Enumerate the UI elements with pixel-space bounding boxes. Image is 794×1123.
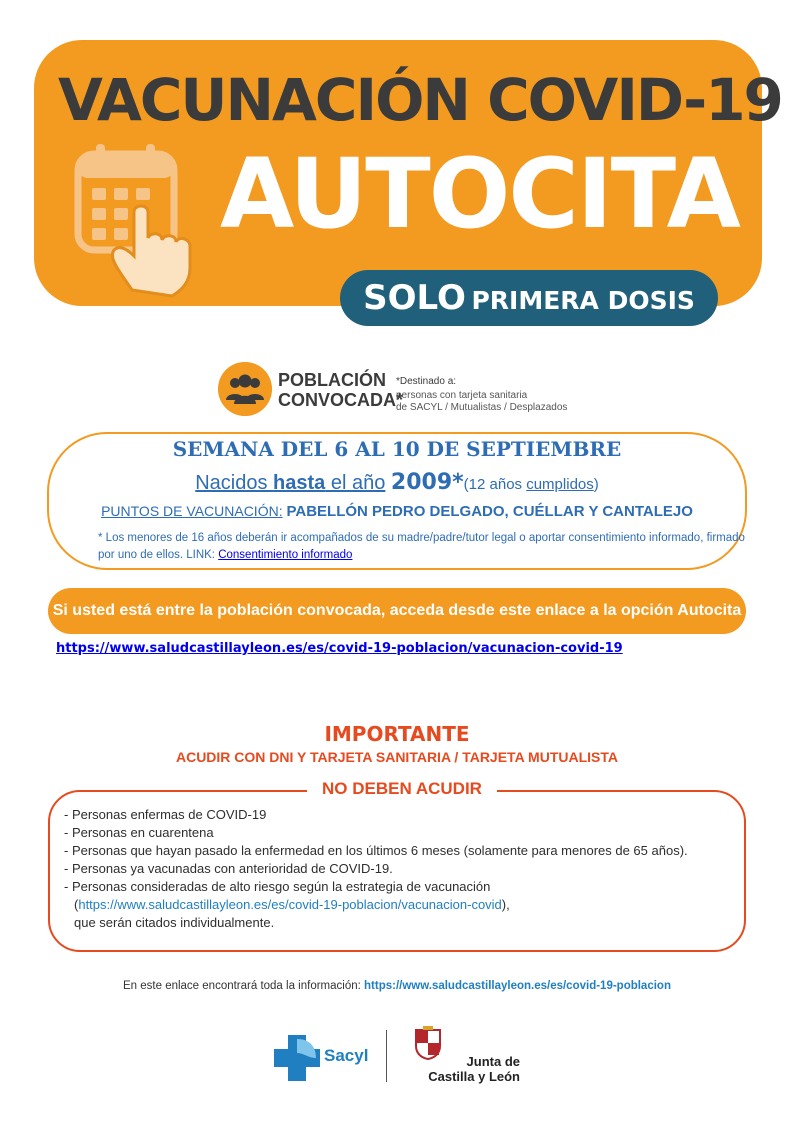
info-bar-text: Si usted está entre la población convocada, acceda desde este enlace a la opción Autocita [52, 602, 742, 619]
risk-link[interactable]: https://www.saludcastillayleon.es/es/covid-19-poblacion/vacunacion-covid [78, 897, 502, 912]
risk-cont: que serán citados individualmente. [74, 915, 275, 930]
dose-strong: SOLO [363, 278, 466, 318]
points-label: PUNTOS DE VACUNACIÓN: [101, 503, 283, 519]
population-label-line1: POBLACIÓN [278, 370, 386, 390]
minor-note-text: * Los menores de 16 años deberán ir acompañados de su madre/padre/tutor legal o aportar consentimiento informado, firmado por uno de ellos. LINK: [98, 532, 745, 561]
week-title: SEMANA DEL 6 AL 10 DE SEPTIEMBRE [172, 437, 622, 461]
born-prefix-b: hasta [273, 472, 326, 494]
risk-link-line: (https://www.saludcastillayleon.es/es/covid-19-poblacion/vacunacion-covid), [74, 897, 510, 912]
born-prefix-a: Nacidos [195, 472, 274, 494]
born-note-u: cumplidos [526, 476, 594, 493]
dose-rest: PRIMERA DOSIS [471, 286, 695, 315]
list-item: - Personas que hayan pasado la enfermedad en los últimos 6 meses (solamente para menores de 65 años). [64, 843, 688, 858]
destined-line1: personas con tarjeta sanitaria [396, 390, 528, 401]
born-line [47, 470, 747, 495]
born-prefix-c: el año [325, 472, 386, 494]
list-item: - Personas en cuarentena [64, 825, 214, 840]
consent-link[interactable]: Consentimiento informado [218, 549, 353, 561]
no-attend-label: NO DEBEN ACUDIR [322, 779, 482, 798]
no-attend-list [64, 806, 744, 932]
destined-text [396, 390, 586, 414]
calendar-tap-icon [70, 140, 200, 300]
important-subtitle: ACUDIR CON DNI Y TARJETA SANITARIA / TARJETA MUTUALISTA [175, 749, 619, 765]
population-label-line2: CONVOCADA* [278, 390, 404, 410]
dose-pill-text [340, 270, 718, 326]
born-note-open: (12 años [463, 476, 527, 493]
born-year: 2009* [390, 470, 464, 495]
logo-divider [386, 1030, 387, 1082]
sacyl-logo-text: Sacyl [324, 1046, 369, 1065]
footer-link[interactable]: https://www.saludcastillayleon.es/es/covid-19-poblacion [364, 980, 671, 992]
junta-line2: Castilla y León [428, 1069, 520, 1084]
points-value: PABELLÓN PEDRO DELGADO, CUÉLLAR Y CANTALEJO [286, 503, 693, 520]
people-group-icon [218, 362, 272, 416]
list-item: - Personas ya vacunadas con anterioridad de COVID-19. [64, 861, 393, 876]
title-line-1: VACUNACIÓN COVID-19 [58, 66, 782, 134]
footer-text: En este enlace encontrará toda la información: [123, 980, 361, 992]
population-label [278, 370, 404, 410]
born-note-close: ) [593, 476, 599, 493]
footer-info [0, 980, 794, 992]
destined-line2: de SACYL / Mutualistas / Desplazados [396, 402, 568, 413]
list-item: - Personas consideradas de alto riesgo según la estrategia de vacunación [64, 879, 491, 894]
junta-logo-text [408, 1054, 520, 1084]
minor-note [98, 530, 748, 564]
destined-heading: *Destinado a: [396, 376, 457, 387]
vaccination-points [47, 503, 747, 520]
important-title: IMPORTANTE [324, 722, 470, 746]
title-autocita: AUTOCITA [220, 138, 739, 250]
autocita-link[interactable]: https://www.saludcastillayleon.es/es/covid-19-poblacion/vacunacion-covid-19 [56, 641, 623, 656]
list-item: - Personas enfermas de COVID-19 [64, 807, 267, 822]
sacyl-logo-icon [272, 1033, 322, 1083]
junta-line1: Junta de [466, 1054, 520, 1069]
